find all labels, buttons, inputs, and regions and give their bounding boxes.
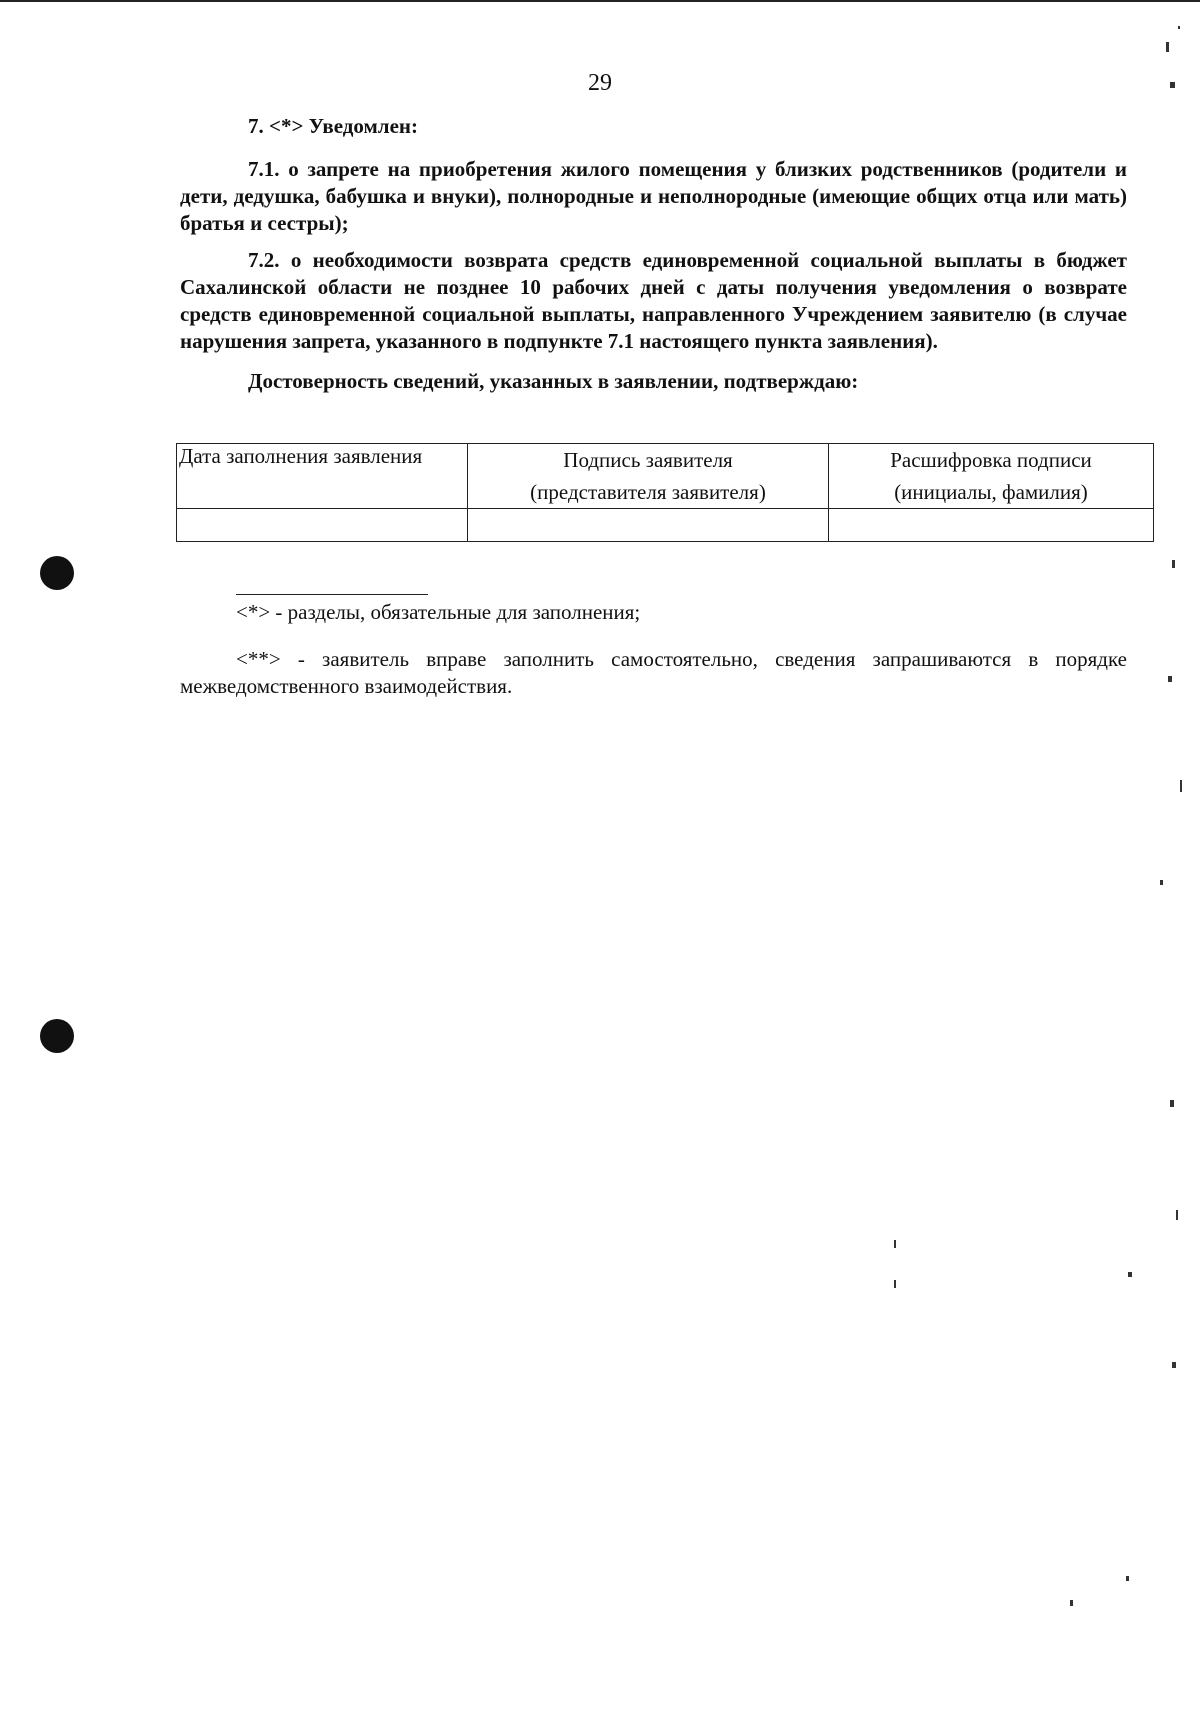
page-top-edge — [0, 0, 1200, 2]
section-title: 7. <*> Уведомлен: — [248, 114, 418, 138]
footnote-optional: <**> - заявитель вправе заполнить самостоятельно, сведения запрашиваются в порядке межведомственного взаимодействия. — [180, 647, 1127, 698]
scan-speck — [894, 1280, 896, 1288]
scan-speck — [1170, 1100, 1174, 1107]
signature-table-entry-row — [177, 509, 1154, 542]
scan-speck — [1126, 1576, 1129, 1581]
header-fill-date-label: Дата заполнения заявления — [179, 444, 423, 468]
punch-hole-upper — [40, 556, 74, 590]
scan-speck — [1172, 1362, 1176, 1368]
header-signature-decoding-line1: Расшифровка подписи — [890, 448, 1092, 472]
signature-decoding-cell[interactable] — [829, 509, 1154, 542]
header-applicant-signature-line1: Подпись заявителя — [563, 448, 733, 472]
header-fill-date — [177, 444, 468, 509]
footnotes — [180, 598, 1127, 700]
document-body — [180, 112, 1127, 403]
applicant-signature-cell[interactable] — [468, 509, 829, 542]
scan-speck — [1168, 676, 1172, 682]
scan-speck — [1178, 26, 1180, 29]
scan-speck — [1128, 1272, 1132, 1277]
header-applicant-signature — [468, 444, 829, 509]
signature-table-header-row — [177, 444, 1154, 509]
scan-speck — [1176, 1210, 1178, 1220]
fill-date-cell[interactable] — [177, 509, 468, 542]
scan-speck — [1170, 82, 1175, 88]
header-signature-decoding-line2: (инициалы, фамилия) — [894, 480, 1088, 504]
header-signature-decoding — [829, 444, 1154, 509]
scan-speck — [1172, 560, 1175, 568]
punch-hole-lower — [40, 1019, 74, 1053]
confirmation-statement: Достоверность сведений, указанных в заявлении, подтверждаю: — [248, 369, 859, 393]
scan-speck — [1160, 880, 1163, 885]
section-item-7-1: 7.1. о запрете на приобретения жилого помещения у близких родственников (родители и дети, дедушка, бабушка и внуки), полнородные и неполнородные (имеющие общих отца или мать) братья и сестры); — [180, 157, 1127, 235]
footnote-separator — [236, 594, 428, 595]
signature-table — [176, 443, 1154, 542]
scan-speck — [894, 1240, 896, 1248]
page-number: 29 — [588, 70, 612, 96]
section-item-7-2: 7.2. о необходимости возврата средств единовременной социальной выплаты в бюджет Сахалинской области не позднее 10 рабочих дней с даты получения уведомления о возврате средств единовременной социальной выплаты, направленного Учреждением заявителю (в случае нарушения запрета, указанного в подпункте 7.1 настоящего пункта заявления). — [180, 248, 1127, 353]
header-applicant-signature-line2: (представителя заявителя) — [530, 480, 766, 504]
scan-speck — [1070, 1600, 1073, 1606]
footnote-required: <*> - разделы, обязательные для заполнения; — [236, 600, 641, 624]
scan-speck — [1180, 780, 1182, 792]
scan-speck — [1166, 42, 1169, 52]
